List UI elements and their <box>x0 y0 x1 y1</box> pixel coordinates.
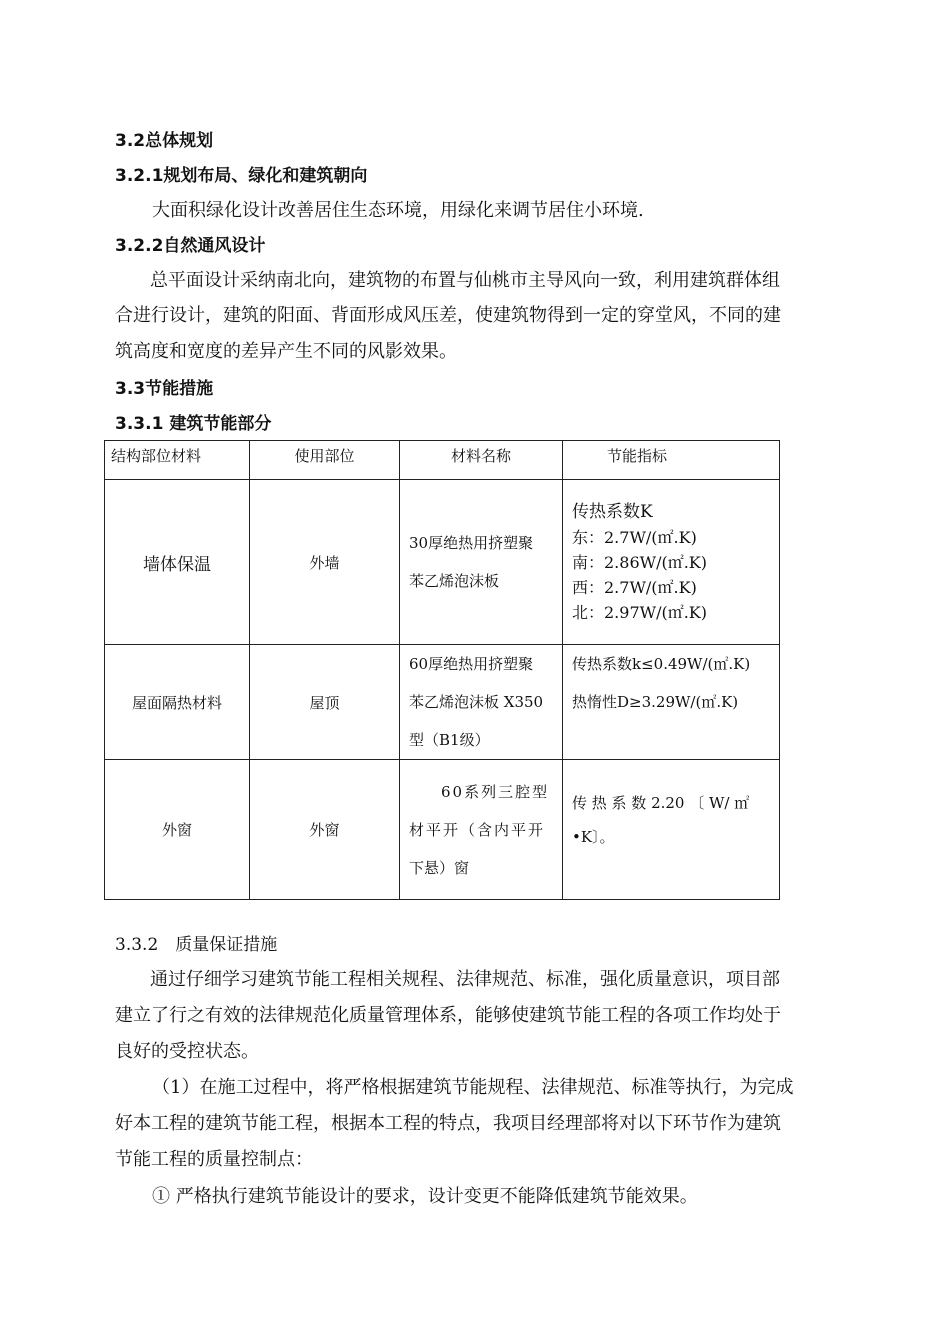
paragraph-line: 通过仔细学习建筑节能工程相关规程、法律规范、标准，强化质量意识，项目部 <box>150 969 780 990</box>
paragraph-line: 合进行设计，建筑的阳面、背面形成风压差，使建筑物得到一定的穿堂风，不同的建 <box>115 305 781 326</box>
table-header-cell <box>563 441 780 480</box>
cell-index-line: 东：2.7W/(㎡.K) <box>572 527 697 547</box>
paragraph-line: （1）在施工过程中，将严格根据建筑节能规程、法律规范、标准等执行，为完成 <box>152 1077 794 1098</box>
cell-part: 外窗 <box>161 821 192 839</box>
cell-index-line: 传热系数K <box>572 501 653 522</box>
table-cell <box>400 480 563 645</box>
cell-location: 屋顶 <box>309 693 340 712</box>
cell-index-line: 热惰性D≥3.29W/(㎡.K) <box>572 693 739 711</box>
cell-index-line: 西：2.7W/(㎡.K) <box>572 577 697 597</box>
table-row <box>105 645 780 760</box>
table-cell <box>563 760 780 900</box>
table-cell <box>563 480 780 645</box>
header-material-name: 材料名称 <box>450 447 511 465</box>
table-row <box>105 480 780 645</box>
cell-index-line: 南：2.86W/(㎡.K) <box>572 552 707 572</box>
heading-3-3: 3.3节能措施 <box>115 379 214 399</box>
paragraph-line: 建立了行之有效的法律规范化质量管理体系，能够使建筑节能工程的各项工作均处于 <box>115 1005 781 1026</box>
table-header-cell <box>400 441 563 480</box>
table-header-cell <box>105 441 250 480</box>
heading-3-3-2: 3.3.2 质量保证措施 <box>115 935 278 955</box>
table-row <box>105 760 780 900</box>
table-cell <box>250 645 400 760</box>
table-cell <box>563 645 780 760</box>
paragraph-line: 筑高度和宽度的差异产生不同的风影效果。 <box>115 341 457 362</box>
cell-material-line: 下悬）窗 <box>409 858 470 877</box>
cell-material-line: 60厚绝热用挤塑聚 <box>409 655 534 673</box>
cell-index-line: 传热系数k≤0.49W/(㎡.K) <box>572 655 751 673</box>
cell-index-line: 传 热 系 数 2.20 〔 W/ ㎡ <box>572 794 750 812</box>
table-cell <box>250 480 400 645</box>
cell-material-line: 型（B1级） <box>409 731 490 749</box>
heading-3-2-2: 3.2.2自然通风设计 <box>115 236 266 256</box>
cell-material-line: 材平开（含内平开 <box>409 820 546 839</box>
cell-material-line: 苯乙烯泡沫板 X350 <box>409 693 544 711</box>
cell-material-line: 30厚绝热用挤塑聚 <box>409 534 534 552</box>
cell-location: 外墙 <box>309 553 340 572</box>
table-cell <box>105 645 250 760</box>
paragraph-line: 节能工程的质量控制点： <box>115 1149 313 1170</box>
cell-part: 墙体保温 <box>143 554 211 575</box>
paragraph-line: 好本工程的建筑节能工程，根据本工程的特点，我项目经理部将对以下环节作为建筑 <box>115 1113 781 1134</box>
cell-location: 外窗 <box>309 821 340 839</box>
heading-3-2-1: 3.2.1规划布局、绿化和建筑朝向 <box>115 166 368 186</box>
table-cell <box>105 760 250 900</box>
paragraph-3-3-2-point-1: ① 严格执行建筑节能设计的要求，设计变更不能降低建筑节能效果。 <box>152 1186 698 1207</box>
paragraph-line: 良好的受控状态。 <box>115 1041 259 1062</box>
cell-part: 屋面隔热材料 <box>131 693 222 712</box>
heading-3-2: 3.2总体规划 <box>115 131 214 151</box>
cell-material-line: 苯乙烯泡沫板 <box>409 572 500 590</box>
table-header-row <box>105 441 780 480</box>
paragraph-line: 总平面设计采纳南北向，建筑物的布置与仙桃市主导风向一致，利用建筑群体组 <box>150 270 780 291</box>
table-cell <box>250 760 400 900</box>
table-header-cell <box>250 441 400 480</box>
cell-index-line: •K〕。 <box>572 828 615 846</box>
header-energy-index: 节能指标 <box>607 447 668 465</box>
header-structure-material: 结构部位材料 <box>111 447 202 465</box>
table-cell <box>105 480 250 645</box>
cell-material-line: 60系列三腔型 <box>441 782 550 801</box>
paragraph-3-2-1: 大面积绿化设计改善居住生态环境，用绿化来调节居住小环境. <box>152 200 644 221</box>
heading-3-3-1: 3.3.1 建筑节能部分 <box>115 414 272 434</box>
header-location: 使用部位 <box>294 447 355 465</box>
energy-saving-table <box>104 440 780 900</box>
cell-index-line: 北：2.97W/(㎡.K) <box>572 602 707 622</box>
table-cell <box>400 760 563 900</box>
table-cell <box>400 645 563 760</box>
